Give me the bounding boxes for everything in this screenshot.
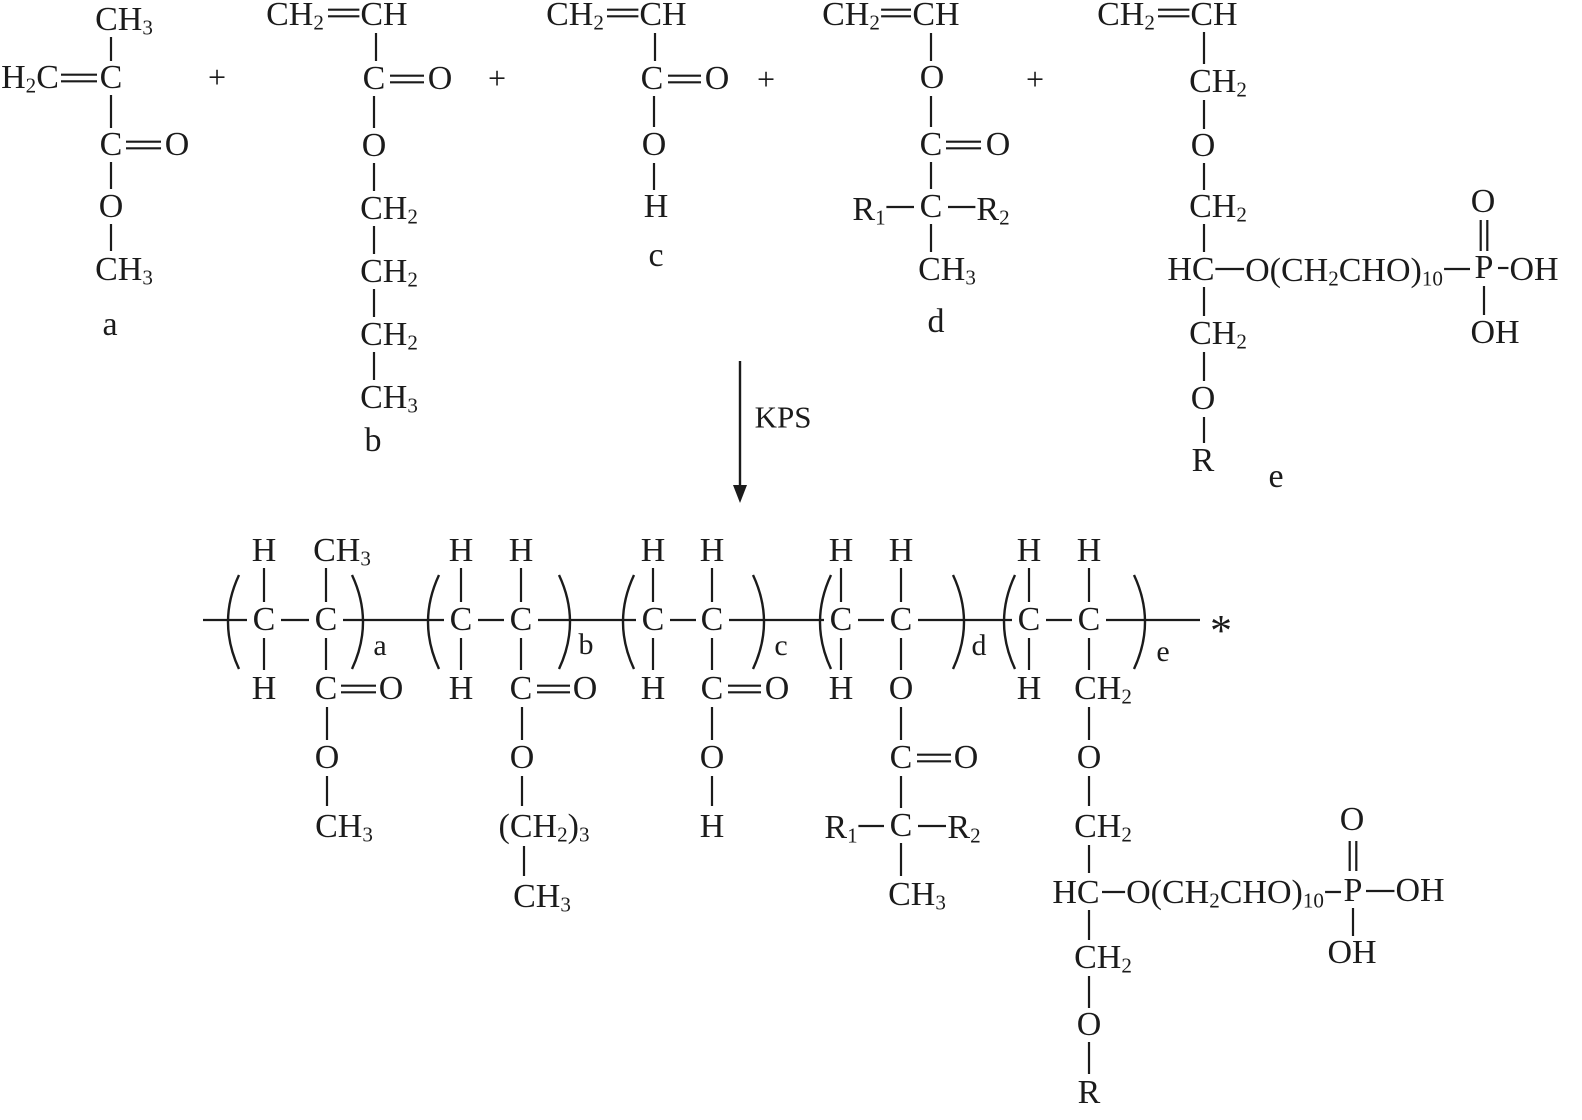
- atom-label: HC: [1167, 251, 1215, 288]
- atom-label: O: [1076, 1006, 1102, 1043]
- atom-label: $R_1$: [824, 809, 858, 848]
- atom-label: H: [1016, 532, 1042, 569]
- repeat-unit-bracket-close: [753, 575, 764, 669]
- atom-label: H: [251, 670, 277, 707]
- atom-label: OH: [1509, 251, 1559, 288]
- atom-label: O: [314, 739, 340, 776]
- atom-label: C: [99, 126, 123, 163]
- atom-label: O: [98, 188, 124, 225]
- atom-label: $CH_3$: [315, 808, 373, 847]
- atom-label: P: [1474, 249, 1494, 286]
- atom-label: O: [427, 60, 453, 97]
- atom-label: CH: [1190, 0, 1238, 33]
- atom-label: C: [314, 601, 338, 638]
- monomer-label-d: d: [927, 303, 945, 340]
- atom-label: $CH_2$: [1189, 63, 1247, 102]
- atom-label: $R_2$: [976, 191, 1010, 230]
- atom-label: H: [888, 532, 914, 569]
- atom-label: CH: [360, 0, 408, 33]
- atom-label: H: [640, 670, 666, 707]
- atom-label: $CH_2$: [822, 0, 880, 35]
- repeat-subscript-b: b: [578, 628, 594, 661]
- atom-label: H: [828, 532, 854, 569]
- repeat-unit-bracket-open: [228, 575, 239, 669]
- atom-label: $CH_2$: [546, 0, 604, 35]
- atom-label: HC: [1052, 874, 1100, 911]
- atom-label: C: [889, 739, 913, 776]
- atom-label: $CH_3$: [313, 532, 371, 571]
- repeat-unit-bracket-open: [428, 575, 439, 669]
- atom-label: R: [1191, 442, 1215, 479]
- end-group-asterisk: *: [1210, 606, 1232, 655]
- atom-label: O: [1339, 801, 1365, 838]
- atom-label: C: [829, 601, 853, 638]
- atom-label: C: [509, 601, 533, 638]
- atom-label: $R_1$: [852, 191, 886, 230]
- atom-label: O: [704, 60, 730, 97]
- atom-label: O: [985, 126, 1011, 163]
- atom-label: H: [1016, 670, 1042, 707]
- atom-label: C: [99, 59, 123, 96]
- atom-label: $CH_2$: [1074, 939, 1132, 978]
- plus-sign: +: [487, 60, 507, 96]
- monomer-label-a: a: [102, 306, 118, 343]
- atom-label: O: [164, 126, 190, 163]
- atom-label: $CH_2$: [266, 0, 324, 35]
- repeat-subscript-a: a: [373, 629, 387, 662]
- atom-label: OH: [1470, 314, 1520, 351]
- atom-label: H: [640, 532, 666, 569]
- atom-label: H: [643, 188, 669, 225]
- atom-label: OH: [1395, 872, 1445, 909]
- atom-label: $CH_3$: [95, 251, 153, 290]
- atom-label: H: [448, 670, 474, 707]
- atom-label: $CH_2$: [360, 190, 418, 229]
- atom-label: $O(CH_2CHO)_{10}$: [1245, 252, 1443, 291]
- plus-sign: +: [1025, 61, 1045, 97]
- atom-label: H: [251, 532, 277, 569]
- atom-label: C: [509, 670, 533, 707]
- reaction-arrow-head: [733, 485, 747, 503]
- atom-label: O: [888, 670, 914, 707]
- atom-label: C: [889, 807, 913, 844]
- atom-label: $R_2$: [947, 809, 981, 848]
- atom-label: O: [699, 739, 725, 776]
- atom-label: C: [640, 60, 664, 97]
- atom-label: R: [1077, 1074, 1101, 1111]
- atom-label: $(CH_2)_3$: [498, 808, 590, 847]
- atom-label: O: [361, 127, 387, 164]
- atom-label: $CH_3$: [360, 379, 418, 418]
- atom-label: O: [572, 670, 598, 707]
- atom-label: $CH_2$: [1074, 670, 1132, 709]
- atom-label: H: [448, 532, 474, 569]
- repeat-unit-bracket-open: [623, 575, 634, 669]
- atom-label: H: [1076, 532, 1102, 569]
- atom-label: $CH_3$: [95, 1, 153, 40]
- atom-label: $O(CH_2CHO)_{10}$: [1126, 874, 1324, 913]
- atom-label: C: [1017, 601, 1041, 638]
- atom-label: C: [700, 670, 724, 707]
- atom-label: O: [1190, 380, 1216, 417]
- atom-label: C: [449, 601, 473, 638]
- atom-label: O: [509, 739, 535, 776]
- atom-label: C: [889, 601, 913, 638]
- atom-label: $CH_3$: [888, 876, 946, 915]
- atom-label: $CH_2$: [1097, 0, 1155, 35]
- atom-label: $CH_2$: [360, 316, 418, 355]
- atom-label: H: [699, 808, 725, 845]
- repeat-unit-bracket-close: [352, 575, 363, 669]
- repeat-subscript-e: e: [1156, 635, 1170, 668]
- atom-label: C: [641, 601, 665, 638]
- atom-label: $CH_3$: [918, 251, 976, 290]
- atom-label: C: [1077, 601, 1101, 638]
- atom-label: $H_2C$: [1, 59, 59, 98]
- initiator-label: KPS: [754, 399, 812, 435]
- atom-label: $CH_2$: [1074, 808, 1132, 847]
- atom-label: P: [1343, 872, 1363, 909]
- atom-label: C: [919, 188, 943, 225]
- atom-label: O: [1190, 127, 1216, 164]
- atom-label: CH: [912, 0, 960, 33]
- atom-label: C: [362, 60, 386, 97]
- repeat-unit-bracket-close: [559, 575, 570, 669]
- atom-label: H: [828, 670, 854, 707]
- plus-sign: +: [207, 59, 227, 95]
- atom-label: $CH_2$: [1189, 188, 1247, 227]
- atom-label: OH: [1327, 934, 1377, 971]
- repeat-subscript-d: d: [971, 629, 987, 662]
- atom-label: O: [1076, 739, 1102, 776]
- atom-label: O: [764, 670, 790, 707]
- atom-label: $CH_2$: [360, 253, 418, 292]
- monomer-label-e: e: [1268, 458, 1284, 495]
- repeat-subscript-c: c: [774, 629, 788, 662]
- plus-sign: +: [756, 61, 776, 97]
- monomer-label-b: b: [364, 422, 382, 459]
- atom-label: H: [508, 532, 534, 569]
- atom-label: O: [378, 670, 404, 707]
- repeat-unit-bracket-open: [1004, 575, 1015, 669]
- atom-label: O: [919, 59, 945, 96]
- atom-label: C: [700, 601, 724, 638]
- atom-label: $CH_2$: [1189, 315, 1247, 354]
- atom-label: O: [1470, 183, 1496, 220]
- atom-label: CH: [639, 0, 687, 33]
- atom-label: C: [252, 601, 276, 638]
- atom-label: C: [919, 126, 943, 163]
- atom-label: O: [641, 126, 667, 163]
- atom-label: O: [953, 739, 979, 776]
- repeat-unit-bracket-close: [1134, 575, 1145, 669]
- repeat-unit-bracket-close: [953, 575, 964, 669]
- monomer-label-c: c: [648, 237, 664, 274]
- atom-label: H: [699, 532, 725, 569]
- atom-label: $CH_3$: [513, 878, 571, 917]
- atom-label: C: [314, 670, 338, 707]
